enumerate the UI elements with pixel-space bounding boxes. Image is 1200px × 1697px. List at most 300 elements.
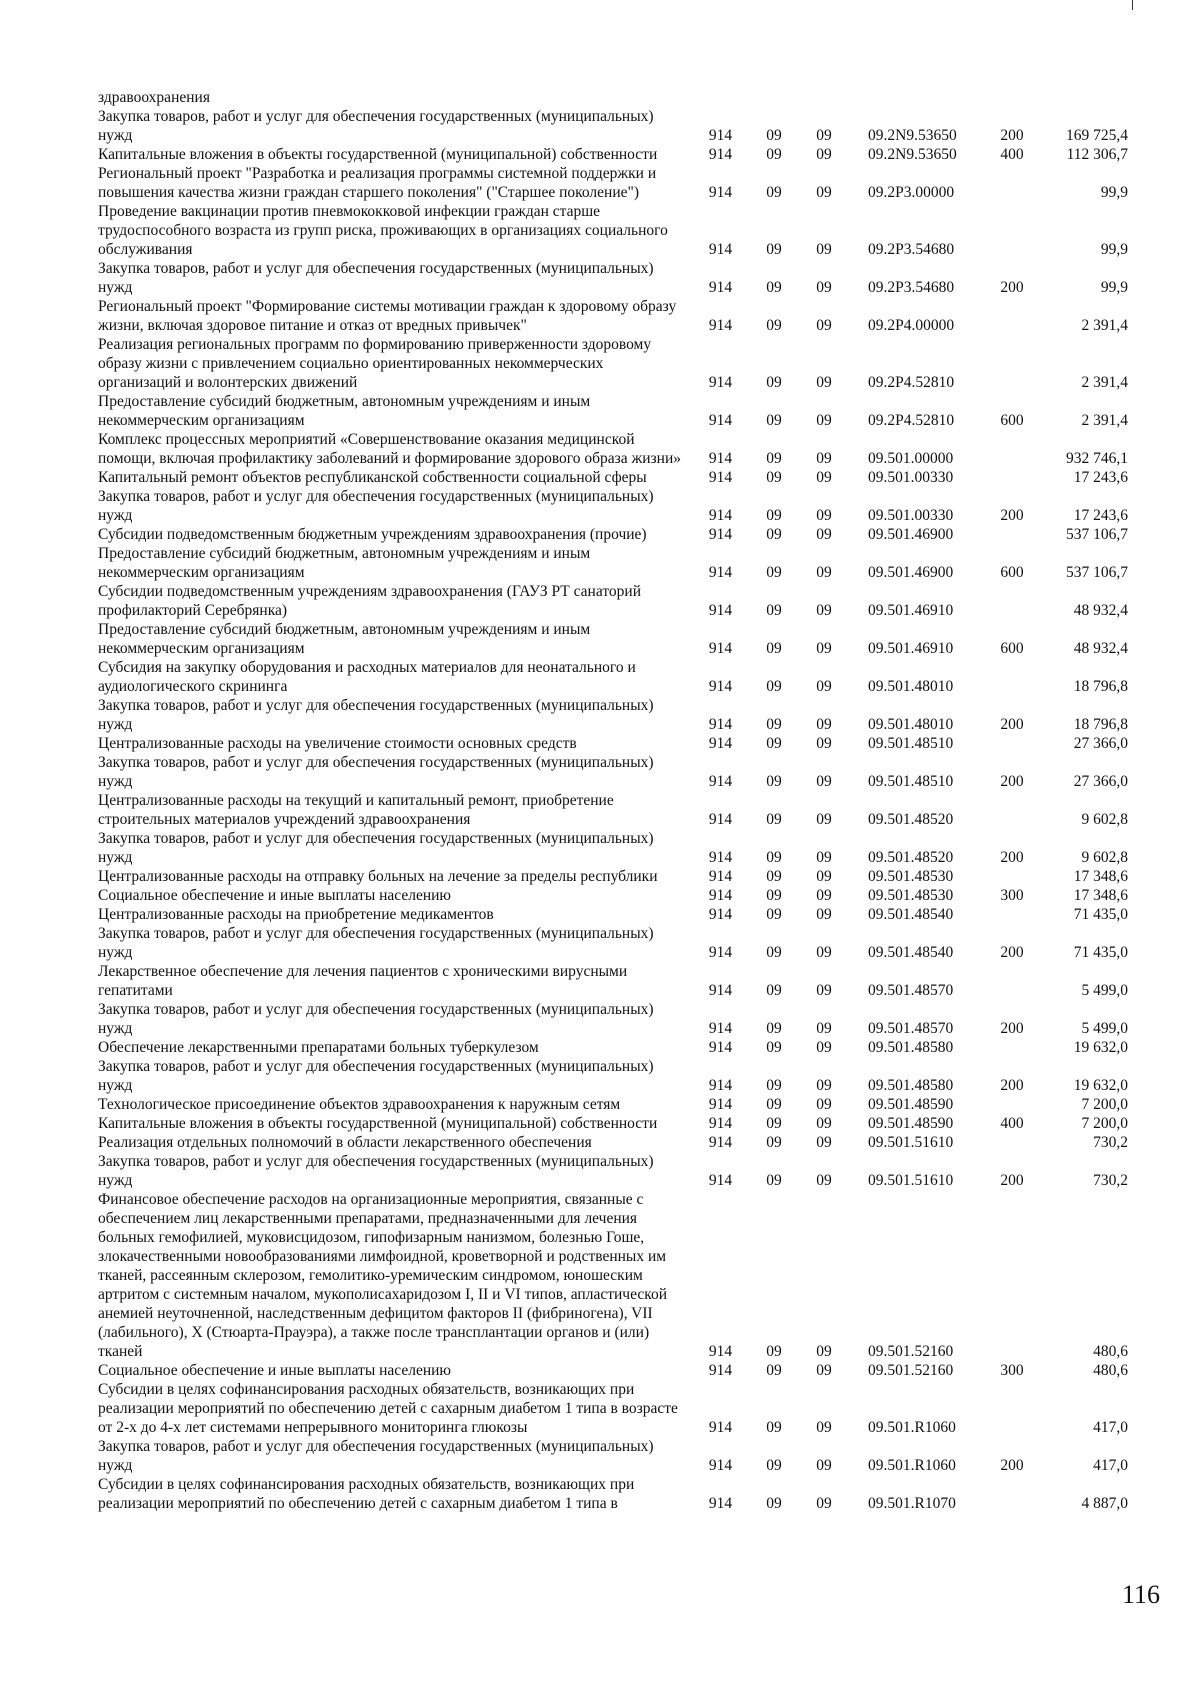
row-subsection-code: 09 bbox=[816, 317, 832, 334]
row-section-code: 09 bbox=[766, 279, 782, 296]
row-expense-type bbox=[986, 430, 1038, 468]
row-target-article: 09.501.46900 bbox=[868, 526, 954, 543]
row-name: Лекарственное обеспечение для лечения пациентов с хроническими вирусными гепатитами bbox=[98, 963, 628, 999]
row-amount: 27 366,0 bbox=[1073, 773, 1128, 790]
row-target-article: 09.2Р3.00000 bbox=[868, 184, 955, 201]
row-amount: 5 499,0 bbox=[1081, 982, 1128, 999]
row-amount: 71 435,0 bbox=[1073, 906, 1128, 923]
row-section-code: 09 bbox=[766, 716, 782, 733]
row-target-article: 09.501.00330 bbox=[868, 469, 954, 486]
row-subsection-code: 09 bbox=[816, 412, 832, 429]
row-amount: 17 348,6 bbox=[1073, 868, 1128, 885]
row-section-code: 09 bbox=[766, 735, 782, 752]
row-gr-code: 914 bbox=[708, 450, 733, 467]
table-row bbox=[98, 430, 1138, 468]
row-gr-code: 914 bbox=[708, 1362, 733, 1379]
row-target-article: 09.501.48010 bbox=[868, 678, 954, 695]
row-section-code: 09 bbox=[766, 1134, 782, 1151]
row-section-code: 09 bbox=[766, 849, 782, 866]
row-section-code: 09 bbox=[766, 127, 782, 144]
row-expense-type bbox=[986, 1475, 1038, 1513]
row-amount: 480,6 bbox=[1093, 1362, 1128, 1379]
row-section-code: 09 bbox=[766, 773, 782, 790]
row-expense-type bbox=[986, 1133, 1038, 1152]
row-subsection-code: 09 bbox=[816, 773, 832, 790]
row-gr-code: 914 bbox=[708, 564, 733, 581]
row-gr-code: 914 bbox=[708, 678, 733, 695]
row-subsection-code: 09 bbox=[816, 1115, 832, 1132]
row-subsection-code: 09 bbox=[816, 640, 832, 657]
row-gr-code: 914 bbox=[708, 1172, 733, 1189]
table-row bbox=[98, 335, 1138, 392]
row-subsection-code: 09 bbox=[816, 146, 832, 163]
row-section-code: 09 bbox=[766, 1039, 782, 1056]
row-target-article: 09.501.00000 bbox=[868, 450, 954, 467]
table-row bbox=[98, 145, 1138, 164]
row-section-code: 09 bbox=[766, 374, 782, 391]
row-gr-code: 914 bbox=[708, 317, 733, 334]
row-name: Централизованные расходы на приобретение медикаментов bbox=[98, 906, 494, 923]
table-row bbox=[98, 1000, 1138, 1038]
row-target-article: 09.501.46900 bbox=[868, 564, 954, 581]
table-row bbox=[98, 468, 1138, 487]
row-subsection-code: 09 bbox=[816, 1096, 832, 1113]
row-subsection-code: 09 bbox=[816, 602, 832, 619]
row-name: Региональный проект "Формирование системы мотивации граждан к здоровому образу жизни, включая здоровое питание и отказ от вредных привычек" bbox=[98, 298, 677, 334]
row-target-article: 09.2Р4.52810 bbox=[868, 374, 955, 391]
table-row bbox=[98, 88, 1138, 107]
row-amount: 27 366,0 bbox=[1073, 735, 1128, 752]
row-target-article bbox=[848, 88, 986, 107]
table-row bbox=[98, 924, 1138, 962]
row-expense-type: 200 bbox=[1000, 1172, 1024, 1189]
row-expense-type: 200 bbox=[1000, 1457, 1024, 1474]
row-expense-type bbox=[986, 1190, 1038, 1361]
row-expense-type bbox=[986, 525, 1038, 544]
row-name: Закупка товаров, работ и услуг для обеспечения государственных (муниципальных) нужд bbox=[98, 754, 654, 790]
row-subsection-code: 09 bbox=[816, 1077, 832, 1094]
row-name: Социальное обеспечение и иные выплаты населению bbox=[98, 1362, 452, 1379]
row-amount: 99,9 bbox=[1100, 279, 1128, 296]
budget-expenditure-table bbox=[98, 88, 1138, 1513]
row-name: Закупка товаров, работ и услуг для обеспечения государственных (муниципальных) нужд bbox=[98, 1153, 654, 1189]
row-amount: 99,9 bbox=[1100, 184, 1128, 201]
row-expense-type: 600 bbox=[1000, 412, 1024, 429]
row-subsection-code: 09 bbox=[816, 887, 832, 904]
row-expense-type: 300 bbox=[1000, 887, 1024, 904]
row-section-code bbox=[748, 88, 800, 107]
row-subsection-code: 09 bbox=[816, 1457, 832, 1474]
row-subsection-code bbox=[800, 88, 848, 107]
row-subsection-code: 09 bbox=[816, 1343, 832, 1360]
table-row bbox=[98, 487, 1138, 525]
row-expense-type bbox=[986, 1095, 1038, 1114]
row-subsection-code: 09 bbox=[816, 849, 832, 866]
row-target-article: 09.501.R1060 bbox=[868, 1419, 956, 1436]
row-amount: 537 106,7 bbox=[1066, 526, 1128, 543]
row-gr-code: 914 bbox=[708, 1115, 733, 1132]
row-gr-code: 914 bbox=[708, 811, 733, 828]
table-row bbox=[98, 582, 1138, 620]
row-target-article: 09.501.46910 bbox=[868, 602, 954, 619]
row-subsection-code: 09 bbox=[816, 906, 832, 923]
row-name: Централизованные расходы на текущий и капитальный ремонт, приобретение строительных материалов учреждений здравоохранения bbox=[98, 792, 614, 828]
row-amount: 19 632,0 bbox=[1073, 1077, 1128, 1094]
row-expense-type: 300 bbox=[1000, 1362, 1024, 1379]
row-subsection-code: 09 bbox=[816, 564, 832, 581]
page-number: 116 bbox=[1122, 1580, 1161, 1609]
row-target-article: 09.2Р3.54680 bbox=[868, 241, 955, 258]
row-amount: 417,0 bbox=[1093, 1457, 1128, 1474]
row-gr-code: 914 bbox=[708, 887, 733, 904]
row-subsection-code: 09 bbox=[816, 279, 832, 296]
row-amount: 17 243,6 bbox=[1073, 469, 1128, 486]
row-gr-code: 914 bbox=[708, 1495, 733, 1512]
table-row bbox=[98, 734, 1138, 753]
row-section-code: 09 bbox=[766, 944, 782, 961]
row-amount: 2 391,4 bbox=[1081, 374, 1128, 391]
table-row bbox=[98, 259, 1138, 297]
row-gr-code: 914 bbox=[708, 906, 733, 923]
row-expense-type: 200 bbox=[1000, 773, 1024, 790]
row-subsection-code: 09 bbox=[816, 944, 832, 961]
row-target-article: 09.501.48590 bbox=[868, 1096, 954, 1113]
row-subsection-code: 09 bbox=[816, 716, 832, 733]
row-subsection-code: 09 bbox=[816, 374, 832, 391]
row-expense-type: 200 bbox=[1000, 944, 1024, 961]
row-gr-code: 914 bbox=[708, 735, 733, 752]
table-row bbox=[98, 202, 1138, 259]
table-row bbox=[98, 1190, 1138, 1361]
row-subsection-code: 09 bbox=[816, 507, 832, 524]
row-amount: 169 725,4 bbox=[1066, 127, 1128, 144]
row-subsection-code: 09 bbox=[816, 868, 832, 885]
row-amount: 932 746,1 bbox=[1066, 450, 1128, 467]
row-name: Закупка товаров, работ и услуг для обеспечения государственных (муниципальных) нужд bbox=[98, 697, 654, 733]
row-expense-type: 200 bbox=[1000, 507, 1024, 524]
row-expense-type: 200 bbox=[1000, 716, 1024, 733]
row-section-code: 09 bbox=[766, 450, 782, 467]
table-row bbox=[98, 753, 1138, 791]
row-name: Закупка товаров, работ и услуг для обеспечения государственных (муниципальных) нужд bbox=[98, 108, 654, 144]
row-expense-type bbox=[986, 164, 1038, 202]
row-amount bbox=[1038, 88, 1138, 107]
row-gr-code: 914 bbox=[708, 1039, 733, 1056]
row-target-article: 09.501.R1070 bbox=[868, 1495, 956, 1512]
row-gr-code bbox=[693, 88, 748, 107]
row-gr-code: 914 bbox=[708, 868, 733, 885]
row-section-code: 09 bbox=[766, 241, 782, 258]
row-name: Реализация региональных программ по формированию приверженности здоровому образу жизни с привлечением социально ориентированных некоммерческих организаций и волонтерских движений bbox=[98, 336, 652, 391]
row-section-code: 09 bbox=[766, 507, 782, 524]
table-row bbox=[98, 544, 1138, 582]
row-name: Реализация отдельных полномочий в области лекарственного обеспечения bbox=[98, 1134, 592, 1151]
row-amount: 19 632,0 bbox=[1073, 1039, 1128, 1056]
row-section-code: 09 bbox=[766, 602, 782, 619]
row-expense-type: 200 bbox=[1000, 1077, 1024, 1094]
row-target-article: 09.501.48580 bbox=[868, 1039, 954, 1056]
row-target-article: 09.501.48520 bbox=[868, 849, 954, 866]
row-subsection-code: 09 bbox=[816, 469, 832, 486]
row-amount: 7 200,0 bbox=[1081, 1115, 1128, 1132]
row-target-article: 09.501.48530 bbox=[868, 887, 954, 904]
row-section-code: 09 bbox=[766, 640, 782, 657]
table-row bbox=[98, 525, 1138, 544]
row-expense-type bbox=[986, 962, 1038, 1000]
row-section-code: 09 bbox=[766, 184, 782, 201]
row-subsection-code: 09 bbox=[816, 678, 832, 695]
table-row bbox=[98, 867, 1138, 886]
row-name: Закупка товаров, работ и услуг для обеспечения государственных (муниципальных) нужд bbox=[98, 830, 654, 866]
row-section-code: 09 bbox=[766, 982, 782, 999]
row-name: Предоставление субсидий бюджетным, автономным учреждениям и иным некоммерческим организациям bbox=[98, 545, 591, 581]
row-expense-type bbox=[986, 202, 1038, 259]
row-name: Субсидии в целях софинансирования расходных обязательств, возникающих при реализации мероприятий по обеспечению детей с сахарным диабетом 1 типа в bbox=[98, 1476, 635, 1512]
row-name: Закупка товаров, работ и услуг для обеспечения государственных (муниципальных) нужд bbox=[98, 260, 654, 296]
row-expense-type: 200 bbox=[1000, 849, 1024, 866]
row-target-article: 09.501.48540 bbox=[868, 906, 954, 923]
row-section-code: 09 bbox=[766, 1457, 782, 1474]
row-target-article: 09.501.52160 bbox=[868, 1362, 954, 1379]
row-target-article: 09.2Р4.00000 bbox=[868, 317, 955, 334]
row-target-article: 09.2Р4.52810 bbox=[868, 412, 955, 429]
row-section-code: 09 bbox=[766, 469, 782, 486]
table-row bbox=[98, 392, 1138, 430]
table-row bbox=[98, 696, 1138, 734]
row-name: Проведение вакцинации против пневмококковой инфекции граждан старше трудоспособного возраста из групп риска, проживающих в организациях социального обслуживания bbox=[98, 203, 668, 258]
row-name: Технологическое присоединение объектов здравоохранения к наружным сетям bbox=[98, 1096, 621, 1113]
row-subsection-code: 09 bbox=[816, 1362, 832, 1379]
row-name: Закупка товаров, работ и услуг для обеспечения государственных (муниципальных) нужд bbox=[98, 1058, 654, 1094]
row-gr-code: 914 bbox=[708, 127, 733, 144]
row-target-article: 09.501.46910 bbox=[868, 640, 954, 657]
row-name: Капитальные вложения в объекты государственной (муниципальной) собственности bbox=[98, 1115, 658, 1132]
row-amount: 99,9 bbox=[1100, 241, 1128, 258]
row-name: Закупка товаров, работ и услуг для обеспечения государственных (муниципальных) нужд bbox=[98, 925, 654, 961]
row-expense-type bbox=[986, 905, 1038, 924]
row-target-article: 09.2Р3.54680 bbox=[868, 279, 955, 296]
row-section-code: 09 bbox=[766, 317, 782, 334]
row-name: Субсидии в целях софинансирования расходных обязательств, возникающих при реализации мероприятий по обеспечению детей с сахарным диабетом 1 типа в возрасте от 2-х до 4-х лет системами непрерывного мониторинга глюкозы bbox=[98, 1381, 678, 1436]
row-name: Комплекс процессных мероприятий «Совершенствование оказания медицинской помощи, включая профилактику заболеваний и формирование здорового образа жизни» bbox=[98, 431, 681, 467]
row-target-article: 09.2N9.53650 bbox=[868, 127, 957, 144]
row-expense-type bbox=[986, 658, 1038, 696]
row-section-code: 09 bbox=[766, 868, 782, 885]
row-amount: 71 435,0 bbox=[1073, 944, 1128, 961]
row-target-article: 09.501.48510 bbox=[868, 735, 954, 752]
row-amount: 5 499,0 bbox=[1081, 1020, 1128, 1037]
row-amount: 17 348,6 bbox=[1073, 887, 1128, 904]
row-expense-type bbox=[986, 1380, 1038, 1437]
row-section-code: 09 bbox=[766, 811, 782, 828]
row-gr-code: 914 bbox=[708, 982, 733, 999]
row-name: здравоохранения bbox=[98, 89, 210, 106]
row-gr-code: 914 bbox=[708, 640, 733, 657]
row-subsection-code: 09 bbox=[816, 127, 832, 144]
row-gr-code: 914 bbox=[708, 773, 733, 790]
row-gr-code: 914 bbox=[708, 526, 733, 543]
row-subsection-code: 09 bbox=[816, 735, 832, 752]
row-subsection-code: 09 bbox=[816, 184, 832, 201]
row-section-code: 09 bbox=[766, 1495, 782, 1512]
row-gr-code: 914 bbox=[708, 1134, 733, 1151]
table-row bbox=[98, 1475, 1138, 1513]
row-name: Обеспечение лекарственными препаратами больных туберкулезом bbox=[98, 1039, 539, 1056]
row-section-code: 09 bbox=[766, 1020, 782, 1037]
row-amount: 537 106,7 bbox=[1066, 564, 1128, 581]
row-subsection-code: 09 bbox=[816, 1039, 832, 1056]
table-row bbox=[98, 886, 1138, 905]
row-amount: 2 391,4 bbox=[1081, 412, 1128, 429]
row-subsection-code: 09 bbox=[816, 1172, 832, 1189]
row-expense-type bbox=[986, 468, 1038, 487]
row-expense-type: 600 bbox=[1000, 564, 1024, 581]
row-name: Субсидия на закупку оборудования и расходных материалов для неонатального и аудиологического скрининга bbox=[98, 659, 636, 695]
row-target-article: 09.501.00330 bbox=[868, 507, 954, 524]
row-target-article: 09.501.51610 bbox=[868, 1172, 954, 1189]
scan-edge-mark bbox=[1132, 0, 1133, 10]
row-target-article: 09.501.52160 bbox=[868, 1343, 954, 1360]
table-row bbox=[98, 1380, 1138, 1437]
row-amount: 18 796,8 bbox=[1073, 716, 1128, 733]
row-amount: 17 243,6 bbox=[1073, 507, 1128, 524]
row-subsection-code: 09 bbox=[816, 1495, 832, 1512]
row-section-code: 09 bbox=[766, 1096, 782, 1113]
table-row bbox=[98, 297, 1138, 335]
row-amount: 48 932,4 bbox=[1073, 640, 1128, 657]
row-section-code: 09 bbox=[766, 678, 782, 695]
row-name: Закупка товаров, работ и услуг для обеспечения государственных (муниципальных) нужд bbox=[98, 1438, 654, 1474]
row-expense-type: 400 bbox=[1000, 1115, 1024, 1132]
row-section-code: 09 bbox=[766, 887, 782, 904]
table-row bbox=[98, 791, 1138, 829]
row-expense-type bbox=[986, 582, 1038, 620]
row-gr-code: 914 bbox=[708, 602, 733, 619]
row-amount: 417,0 bbox=[1093, 1419, 1128, 1436]
row-name: Капитальный ремонт объектов республиканской собственности социальной сферы bbox=[98, 469, 647, 486]
row-expense-type: 200 bbox=[1000, 1020, 1024, 1037]
row-name: Субсидии подведомственным учреждениям здравоохранения (ГАУЗ РТ санаторий профилакторий Серебрянка) bbox=[98, 583, 641, 619]
row-gr-code: 914 bbox=[708, 507, 733, 524]
table-row bbox=[98, 962, 1138, 1000]
row-expense-type bbox=[986, 297, 1038, 335]
table-row bbox=[98, 829, 1138, 867]
row-section-code: 09 bbox=[766, 1343, 782, 1360]
row-amount: 2 391,4 bbox=[1081, 317, 1128, 334]
row-target-article: 09.501.48540 bbox=[868, 944, 954, 961]
row-amount: 7 200,0 bbox=[1081, 1096, 1128, 1113]
row-amount: 480,6 bbox=[1093, 1343, 1128, 1360]
row-amount: 48 932,4 bbox=[1073, 602, 1128, 619]
row-subsection-code: 09 bbox=[816, 1020, 832, 1037]
table-row bbox=[98, 1361, 1138, 1380]
table-row bbox=[98, 1133, 1138, 1152]
row-name: Централизованные расходы на отправку больных на лечение за пределы республики bbox=[98, 868, 658, 885]
row-amount: 18 796,8 bbox=[1073, 678, 1128, 695]
row-target-article: 09.501.48570 bbox=[868, 982, 954, 999]
row-gr-code: 914 bbox=[708, 716, 733, 733]
row-gr-code: 914 bbox=[708, 469, 733, 486]
row-name: Финансовое обеспечение расходов на организационные мероприятия, связанные с обеспечением лиц лекарственными препаратами, предназначенными для лечения больных гемофилией, муковисцидозом, гипофизарным нанизмом, болезнью Гоше, злокачественными новообразованиями лимфоидной, кроветворной и родственных им тканей, рассеянным склерозом, гемолитико-уремическим синдромом, юношеским артритом с системным началом, мукополисахаридозом I, II и VI типов, апластической анемией неуточненной, наследственным дефицитом факторов II (фибриногена), VII (лабильного), X (Стюарта-Прауэра), а также после трансплантации органов и (или) тканей bbox=[98, 1191, 668, 1360]
row-gr-code: 914 bbox=[708, 412, 733, 429]
row-target-article: 09.501.R1060 bbox=[868, 1457, 956, 1474]
table-row bbox=[98, 620, 1138, 658]
row-gr-code: 914 bbox=[708, 279, 733, 296]
row-target-article: 09.501.48570 bbox=[868, 1020, 954, 1037]
row-subsection-code: 09 bbox=[816, 982, 832, 999]
row-gr-code: 914 bbox=[708, 184, 733, 201]
row-gr-code: 914 bbox=[708, 944, 733, 961]
row-gr-code: 914 bbox=[708, 241, 733, 258]
row-subsection-code: 09 bbox=[816, 526, 832, 543]
row-name: Региональный проект "Разработка и реализация программы системной поддержки и повышения качества жизни граждан старшего поколения" ("Старшее поколение") bbox=[98, 165, 657, 201]
table-row bbox=[98, 1437, 1138, 1475]
table-row bbox=[98, 658, 1138, 696]
row-expense-type bbox=[986, 88, 1038, 107]
row-section-code: 09 bbox=[766, 906, 782, 923]
table-body bbox=[98, 88, 1138, 1513]
row-name: Централизованные расходы на увеличение стоимости основных средств bbox=[98, 735, 577, 752]
row-expense-type bbox=[986, 1038, 1038, 1057]
row-expense-type: 600 bbox=[1000, 640, 1024, 657]
row-amount: 730,2 bbox=[1093, 1134, 1128, 1151]
row-section-code: 09 bbox=[766, 1362, 782, 1379]
row-section-code: 09 bbox=[766, 1172, 782, 1189]
row-name: Субсидии подведомственным бюджетным учреждениям здравоохранения (прочие) bbox=[98, 526, 647, 543]
row-expense-type bbox=[986, 335, 1038, 392]
row-target-article: 09.501.51610 bbox=[868, 1134, 954, 1151]
table-row bbox=[98, 905, 1138, 924]
row-section-code: 09 bbox=[766, 564, 782, 581]
row-gr-code: 914 bbox=[708, 1343, 733, 1360]
row-name: Предоставление субсидий бюджетным, автономным учреждениям и иным некоммерческим организациям bbox=[98, 393, 591, 429]
row-gr-code: 914 bbox=[708, 1077, 733, 1094]
table-row bbox=[98, 107, 1138, 145]
row-gr-code: 914 bbox=[708, 1096, 733, 1113]
row-section-code: 09 bbox=[766, 526, 782, 543]
row-section-code: 09 bbox=[766, 412, 782, 429]
row-section-code: 09 bbox=[766, 1419, 782, 1436]
row-amount: 4 887,0 bbox=[1081, 1495, 1128, 1512]
row-expense-type bbox=[986, 791, 1038, 829]
row-amount: 730,2 bbox=[1093, 1172, 1128, 1189]
table-row bbox=[98, 1038, 1138, 1057]
row-expense-type: 400 bbox=[1000, 146, 1024, 163]
row-target-article: 09.501.48530 bbox=[868, 868, 954, 885]
row-target-article: 09.501.48590 bbox=[868, 1115, 954, 1132]
row-amount: 9 602,8 bbox=[1081, 811, 1128, 828]
table-row bbox=[98, 1152, 1138, 1190]
row-expense-type: 200 bbox=[1000, 279, 1024, 296]
row-name: Закупка товаров, работ и услуг для обеспечения государственных (муниципальных) нужд bbox=[98, 488, 654, 524]
row-target-article: 09.501.48510 bbox=[868, 773, 954, 790]
row-amount: 9 602,8 bbox=[1081, 849, 1128, 866]
row-gr-code: 914 bbox=[708, 146, 733, 163]
row-target-article: 09.501.48580 bbox=[868, 1077, 954, 1094]
table-row bbox=[98, 1057, 1138, 1095]
row-gr-code: 914 bbox=[708, 374, 733, 391]
row-subsection-code: 09 bbox=[816, 1419, 832, 1436]
row-name: Социальное обеспечение и иные выплаты населению bbox=[98, 887, 452, 904]
row-subsection-code: 09 bbox=[816, 241, 832, 258]
row-name: Капитальные вложения в объекты государственной (муниципальной) собственности bbox=[98, 146, 658, 163]
row-target-article: 09.501.48010 bbox=[868, 716, 954, 733]
row-subsection-code: 09 bbox=[816, 811, 832, 828]
row-expense-type: 200 bbox=[1000, 127, 1024, 144]
row-gr-code: 914 bbox=[708, 1457, 733, 1474]
table-row bbox=[98, 1095, 1138, 1114]
table-row bbox=[98, 164, 1138, 202]
